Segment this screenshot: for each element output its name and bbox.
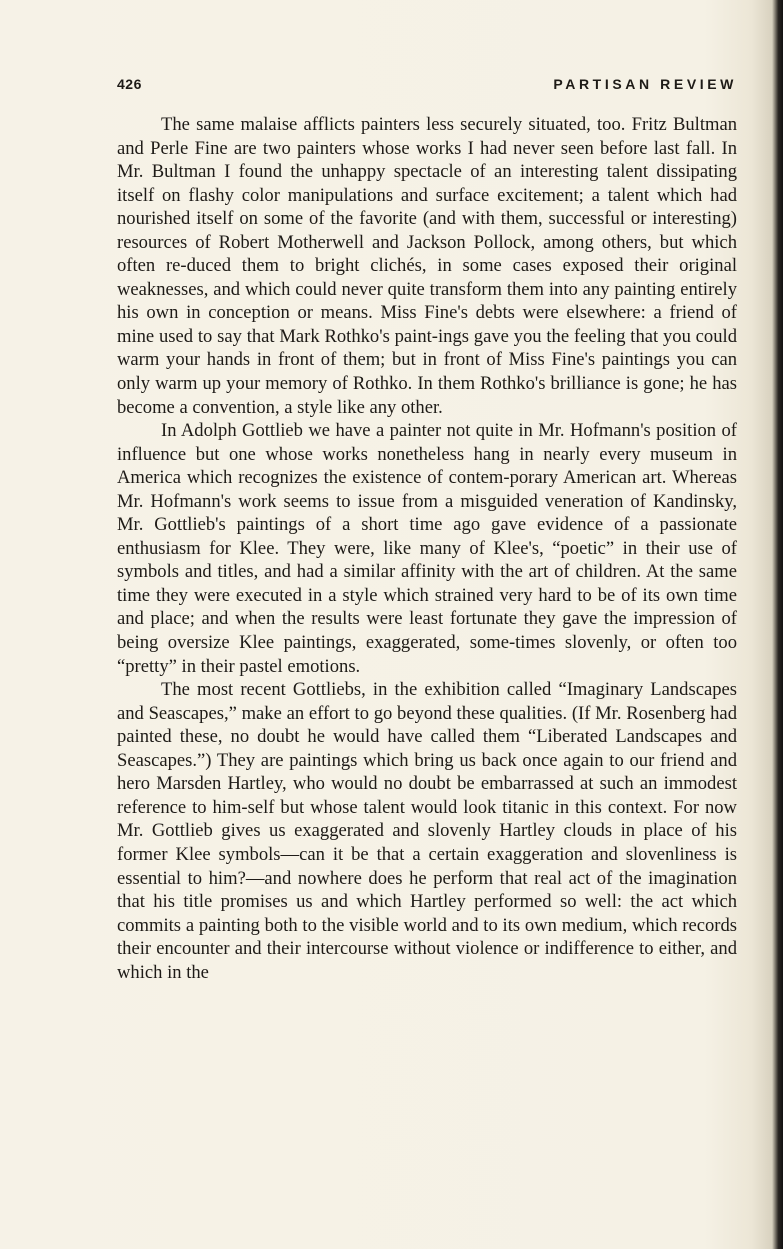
paragraph: The same malaise afflicts painters less securely situated, too. Fritz Bultman and Perle Fine are two painters whose works I had never seen before last fall. In Mr. Bultman I found the unhappy spectacle of an interesting talent dissipating itself on flashy color manipulations and surface excitement; a talent which had nourished itself on some of the favorite (and with them, successful or interesting) resources of Robert Motherwell and Jackson Pollock, among others, but which often re-duced them to bright clichés, in some cases exposed their original weaknesses, and which could never quite transform them into any painting entirely his own in conception or means. Miss Fine's debts were elsewhere: a friend of mine used to say that Mark Rothko's paint-ings gave you the feeling that you could warm your hands in front of them; but in front of Miss Fine's paintings you can only warm up your memory of Rothko. In them Rothko's brilliance is gone; he has become a convention, a style like any other. xyxy=(117,114,737,418)
page-number: 426 xyxy=(117,76,142,92)
body-text xyxy=(117,113,737,984)
paragraph: The most recent Gottliebs, in the exhibition called “Imaginary Landscapes and Seascapes,” make an effort to go beyond these qualities. (If Mr. Rosenberg had painted these, no doubt he would have called them “Liberated Landscapes and Seascapes.”) They are paintings which bring us back once again to our friend and hero Marsden Hartley, who would no doubt be embarrassed at such an immodest reference to him-self but whose talent would look titanic in this context. For now Mr. Gottlieb gives us exaggerated and slovenly Hartley clouds in place of his former Klee symbols—can it be that a certain exaggeration and slovenliness is essential to him?—and nowhere does he perform that real act of the imagination that his title promises us and which Hartley performed so well: the act which commits a painting both to the visible world and to its own medium, which records their encounter and their intercourse without violence or indifference to either, and which in the xyxy=(117,679,737,983)
paragraph: In Adolph Gottlieb we have a painter not quite in Mr. Hofmann's position of influence but one whose works nonetheless hang in nearly every museum in America which recognizes the existence of contem-porary American art. Whereas Mr. Hofmann's work seems to issue from a misguided veneration of Kandinsky, Mr. Gottlieb's paintings of a short time ago gave evidence of a passionate enthusiasm for Klee. They were, like many of Klee's, “poetic” in their use of symbols and titles, and had a similar affinity with the art of children. At the same time they were executed in a style which strained very hard to be of its own time and place; and when the results were least fortunate they gave the impression of being oversize Klee paintings, exaggerated, some-times slovenly, or often too “pretty” in their pastel emotions. xyxy=(117,420,737,677)
page-header xyxy=(0,76,783,96)
running-head: PARTISAN REVIEW xyxy=(553,76,737,92)
